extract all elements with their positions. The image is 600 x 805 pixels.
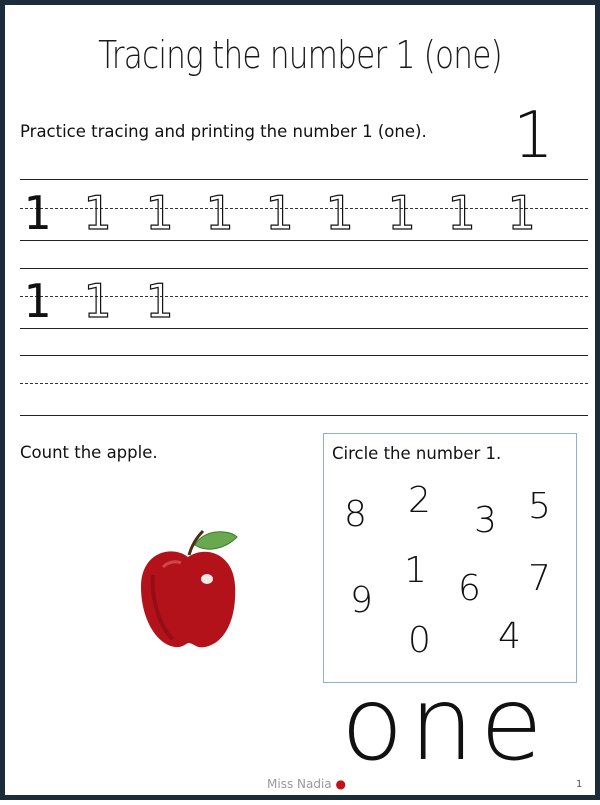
page-title: Tracing the number 1 (one) (98, 33, 502, 77)
trace-digit: 1 (145, 186, 173, 240)
number-option[interactable]: 4 (498, 616, 521, 657)
count-instruction: Count the apple. (20, 443, 158, 462)
number-option[interactable]: 6 (458, 568, 481, 609)
top-line (20, 179, 588, 180)
apple-small-icon: ● (335, 777, 346, 791)
trace-digit: 1 (325, 186, 353, 240)
number-option[interactable]: 5 (528, 486, 551, 527)
trace-digit: 1 (145, 274, 173, 328)
trace-digit: 1 (205, 186, 233, 240)
number-option[interactable]: 8 (344, 494, 367, 535)
circle-instruction: Circle the number 1. (332, 444, 502, 463)
number-option[interactable]: 9 (350, 580, 373, 621)
trace-digit: 1 (83, 274, 111, 328)
trace-digit: 1 (23, 186, 51, 240)
base-line (20, 415, 588, 416)
footer-credit (267, 777, 346, 791)
trace-digit: 1 (265, 186, 293, 240)
trace-digit: 1 (447, 186, 475, 240)
trace-digit: 1 (83, 186, 111, 240)
number-option[interactable]: 1 (404, 550, 427, 591)
author-name: Miss Nadia (267, 777, 332, 791)
mid-dashed-line (20, 383, 588, 384)
trace-digit: 1 (387, 186, 415, 240)
page-number: 1 (576, 779, 583, 790)
number-option[interactable]: 7 (528, 558, 551, 599)
top-line (20, 268, 588, 269)
number-option[interactable]: 0 (408, 620, 431, 661)
trace-digit: 1 (507, 186, 535, 240)
apple-icon (133, 527, 243, 657)
top-line (20, 355, 588, 356)
tracing-instruction: Practice tracing and printing the number 1 (one). (20, 122, 427, 141)
number-option[interactable]: 2 (408, 480, 431, 521)
model-digit: 1 (513, 99, 554, 173)
number-option[interactable]: 3 (474, 500, 497, 541)
trace-digit: 1 (23, 274, 51, 328)
circle-number-box (323, 433, 577, 683)
number-word: one (341, 665, 549, 784)
